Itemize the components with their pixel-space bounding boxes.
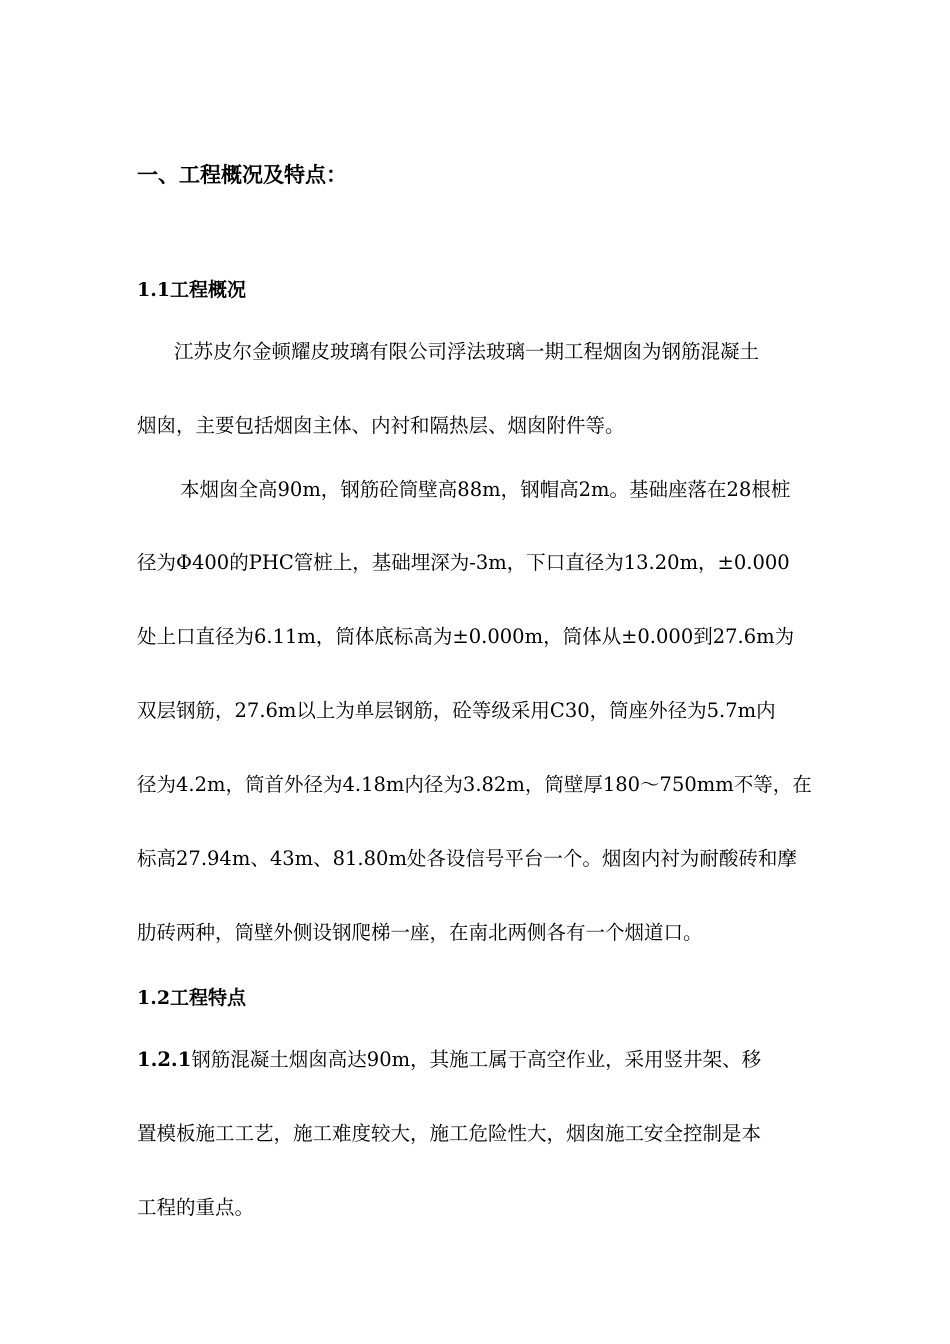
- paragraph-line: 肋砖两种，筒壁外侧设钢爬梯一座，在南北两侧各有一个烟道口。: [137, 921, 703, 944]
- subsection-heading-1-2: 1.2工程特点: [137, 987, 247, 1009]
- item-text: 钢筋混凝土烟囱高达90m，其施工属于高空作业，采用竖井架、移: [191, 1048, 762, 1071]
- paragraph-line: 本烟囱全高90m，钢筋砼筒壁高88m，钢帽高2m。基础座落在28根桩: [180, 478, 791, 501]
- subsection-heading-1-1: 1.1工程概况: [137, 279, 247, 301]
- section-heading: 一、工程概况及特点：: [137, 162, 347, 187]
- paragraph-line: 处上口直径为6.11m，筒体底标高为±0.000m，筒体从±0.000到27.6m为: [137, 625, 795, 648]
- paragraph-line: 双层钢筋，27.6m以上为单层钢筋，砼等级采用C30，筒座外径为5.7m内: [137, 699, 776, 722]
- paragraph-line: 标高27.94m、43m、81.80m处各设信号平台一个。烟囱内衬为耐酸砖和摩: [137, 847, 797, 870]
- paragraph-line: 烟囱，主要包括烟囱主体、内衬和隔热层、烟囱附件等。: [137, 414, 625, 437]
- paragraph-line: 江苏皮尔金顿耀皮玻璃有限公司浮法玻璃一期工程烟囱为钢筋混凝土: [174, 340, 760, 363]
- paragraph-line: 工程的重点。: [137, 1196, 255, 1219]
- item-number: 1.2.1: [137, 1048, 192, 1071]
- paragraph-line: 置模板施工工艺，施工难度较大，施工危险性大，烟囱施工安全控制是本: [137, 1122, 762, 1145]
- paragraph-line: 径为4.2m，筒首外径为4.18m内径为3.82m，筒壁厚180～750mm不等，在: [137, 773, 812, 796]
- paragraph-line: [137, 1045, 761, 1075]
- paragraph-line: 径为Φ400的PHC管桩上，基础埋深为-3m，下口直径为13.20m，±0.000: [137, 551, 790, 574]
